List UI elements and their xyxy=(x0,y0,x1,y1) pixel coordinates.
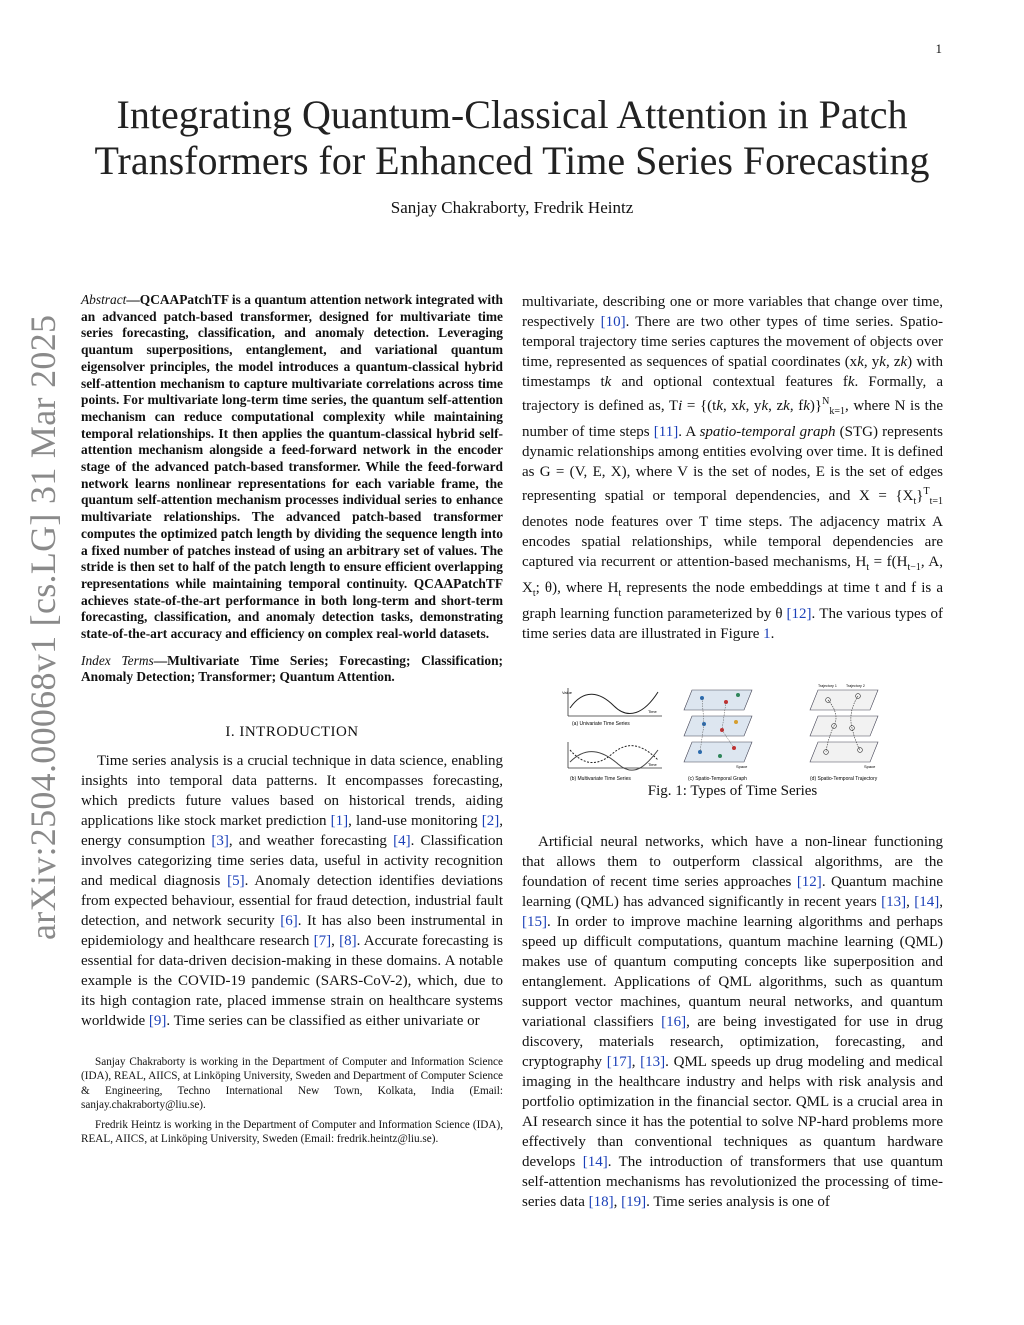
citation-link[interactable]: [10] xyxy=(600,314,626,330)
citation-link[interactable]: [5] xyxy=(227,873,245,890)
subfig-multivariate xyxy=(568,742,662,782)
subfig-d-caption: (d) Spatio-Temporal Trajectory xyxy=(810,776,878,782)
citation-link[interactable]: [4] xyxy=(393,833,411,850)
citation-link[interactable]: [19] xyxy=(621,1194,647,1210)
subfig-a-caption: (a) Univariate Time Series xyxy=(572,721,630,727)
citation-link[interactable]: [1] xyxy=(330,813,349,830)
title-line-1: Integrating Quantum-Classical Attention in Patch xyxy=(116,92,908,137)
intro-paragraph: Time series analysis is a crucial technique in data science, enabling insights into temporal data patterns. It encompasses forecasting, which predicts future values based on historical trends, aiding applications like stock market prediction [1], land-use monitoring [2], energy consumption [3], and weather forecasting [4]. Classification involves categorizing time series data, useful in activity recognition and medical diagnosis [5]. Anomaly detection identifies deviations from expected behaviour, essential for fraud detection, industrial fault detection, and network security [6]. It has also been instrumental in epidemiology and healthcare research [7], [8]. Accurate forecasting is essential for data-driven decision-making in these domains. A notable example is the COVID-19 pandemic (SARS-CoV-2), which, due to its high contagion rate, placed immense strain on healthcare systems worldwide [9]. Time series can be classified as either univariate or xyxy=(81,753,503,1030)
abstract-label: Abstract xyxy=(81,292,127,307)
footnote-author-1: Sanjay Chakraborty is working in the Department of Computer and Information Science (IDA), REAL, AIICS, at Linköping University, Sweden and Department of Computer Science & Engineering, Techno International New Town, Kolkata, India (Email: sanjay.chakraborty@liu.se). xyxy=(81,1056,503,1111)
figure-caption: Fig. 1: Types of Time Series xyxy=(647,783,818,799)
title-line-2: Transformers for Enhanced Time Series Forecasting xyxy=(94,138,930,183)
right-column-lower xyxy=(522,832,943,1212)
index-terms-text: —Multivariate Time Series; Forecasting; Classification; Anomaly Detection; Transformer; Quantum Attention. xyxy=(81,652,503,685)
citation-link[interactable]: [12] xyxy=(786,606,812,622)
citation-link[interactable]: [15] xyxy=(522,914,547,930)
left-column xyxy=(81,292,503,1152)
citation-link[interactable]: [6] xyxy=(280,913,298,930)
page-number: 1 xyxy=(935,41,942,56)
abstract-text: —QCAAPatchTF is a quantum attention network integrated with an advanced patch-based transformer, designed for multivariate time series forecasting, classification, and anomaly detection. Leveraging quantum superpositions, entanglement, and variational quantum eigensolver principles, the model introduces a quantum-classical hybrid self-attention mechanism to capture multivariate correlations across time points. For multivariate long-term time series, the quantum self-attention mechanism can reduce computational complexity while maintaining temporal relationships. It then applies the quantum-classical hybrid self-attention mechanism alongside a feed-forward network in the encoder stage of the advanced patch-based transformer. While the feed-forward network learns nonlinear representations for each variable frame, the quantum self-attention mechanism processes individual series to enhance multivariate relationships. The advanced patch-based transformer computes the optimized patch length by dividing the sequence length into a fixed number of patches instead of using an arbitrary set of values. The stride is then set to half of the patch length to ensure efficient overlapping representations while maintaining temporal continuity. QCAAPatchTF achieves state-of-the-art performance in both long-term and short-term forecasting, classification, and anomaly detection tasks, demonstrating state-of-the-art accuracy and efficiency on complex real-world datasets. xyxy=(81,292,503,642)
section-heading-introduction: I. INTRODUCTION xyxy=(225,724,359,741)
legend-trajectory-1: Trajectory 1 xyxy=(818,684,837,688)
arxiv-side-stamp: arXiv:2504.00068v1 [cs.LG] 31 Mar 2025 xyxy=(23,314,63,940)
index-terms xyxy=(81,653,503,686)
index-terms-label: Index Terms xyxy=(81,652,154,668)
right-column xyxy=(522,292,943,644)
figure-types-of-time-series xyxy=(522,680,943,790)
authors: Sanjay Chakraborty, Fredrik Heintz xyxy=(390,198,634,217)
subfig-b-caption: (b) Multivariate Time Series xyxy=(570,776,631,782)
citation-link[interactable]: [11] xyxy=(653,424,679,440)
citation-link[interactable]: [9] xyxy=(148,1013,167,1030)
citation-link[interactable]: [14] xyxy=(582,1154,608,1170)
citation-link[interactable]: [16] xyxy=(661,1014,687,1030)
axis-label-time: Time xyxy=(648,709,657,714)
citation-link[interactable]: [18] xyxy=(588,1194,614,1210)
footnote-author-2: Fredrik Heintz is working in the Department of Computer and Information Science (IDA), REAL, AIICS, at Linköping University, Sweden (Email: fredrik.heintz@liu.se). xyxy=(81,1118,503,1146)
right-paragraph-2: Artificial neural networks, which have a non-linear functioning that allows them to outperform classical algorithms, are the foundation of recent time series approaches [12]. Quantum machine learning (QML) has advanced significantly in recent years [13], [14], [15]. In order to improve machine learning algorithms and perhaps speed up difficult computations, quantum machine learning (QML) makes use of quantum computing concepts like superposition and entanglement. Applications of QML algorithms, such as quantum support vector machines, quantum neural networks, and quantum variational classifiers [16], are being investigated for use in drug discovery, materials research, optimization, forecasting, and cryptography [17], [13]. QML speeds up drug modeling and medical imaging in the healthcare industry and helps with risk analysis and portfolio optimization in the financial sector. QML is a crucial area in AI research since it has the potential to solve NP-hard problems more effectively than conventional techniques as quantum hardware develops [14]. The introduction of transformers that use quantum self-attention mechanisms has revolutionized the processing of time-series data [18], [19]. Time series analysis is one of xyxy=(522,834,944,1210)
citation-link[interactable]: [17] xyxy=(606,1054,632,1070)
subfig-spatio-temporal-trajectory xyxy=(810,684,878,782)
citation-link[interactable]: [13] xyxy=(640,1054,666,1070)
axis-label-space: Space xyxy=(736,764,748,769)
paper-title xyxy=(70,92,954,184)
axis-label-time: Time xyxy=(648,762,657,767)
subfig-spatio-temporal-graph xyxy=(684,690,752,782)
subfig-c-caption: (c) Spatio-Temporal Graph xyxy=(688,776,747,782)
citation-link[interactable]: [14] xyxy=(914,894,940,910)
figure-link[interactable]: 1 xyxy=(763,626,771,642)
citation-link[interactable]: [13] xyxy=(881,894,907,910)
axis-label-space: Space xyxy=(864,764,876,769)
subfig-univariate xyxy=(562,688,662,727)
legend-trajectory-2: Trajectory 2 xyxy=(846,684,865,688)
citation-link[interactable]: [8] xyxy=(339,933,357,950)
axis-label-value: Value xyxy=(562,690,572,695)
citation-link[interactable]: [2] xyxy=(481,813,500,830)
citation-link[interactable]: [7] xyxy=(313,933,332,950)
footnotes xyxy=(81,1055,503,1146)
citation-link[interactable]: [3] xyxy=(211,833,229,850)
abstract xyxy=(81,292,503,643)
citation-link[interactable]: [12] xyxy=(796,874,822,890)
right-paragraph-1: multivariate, describing one or more variables that change over time, respectively [10]. There are two other types of time series. Spatio-temporal trajectory time series captures the movement of objects over time, represented as sequences of spatial coordinates (xk, yk, zk) with timestamps tk and optional contextual features fk. Formally, a trajectory is defined as, Ti = {(tk, xk, yk, zk, fk)}$^N_{k=1}$, where N is the number of time steps [11]. A spatio-temporal graph (STG) represents dynamic relationships among entities evolving over time. It is defined as G = (V, E, X), where V is the set of nodes, E is the set of edges representing spatial or temporal dependencies, and $X = \{X_t\}^T_{t=1}$ denotes node features over T time steps. The adjacency matrix A encodes spatial relationships, while temporal dependencies are captured via recurrent or attention-based mechanisms, $H_t = f(H_{t-1}$, A, $X_t$; θ), where $H_t$ represents the node embeddings at time t and f is a graph learning function parameterized by θ [12]. The various types of time series data are illustrated in Figure 1. xyxy=(522,294,944,642)
